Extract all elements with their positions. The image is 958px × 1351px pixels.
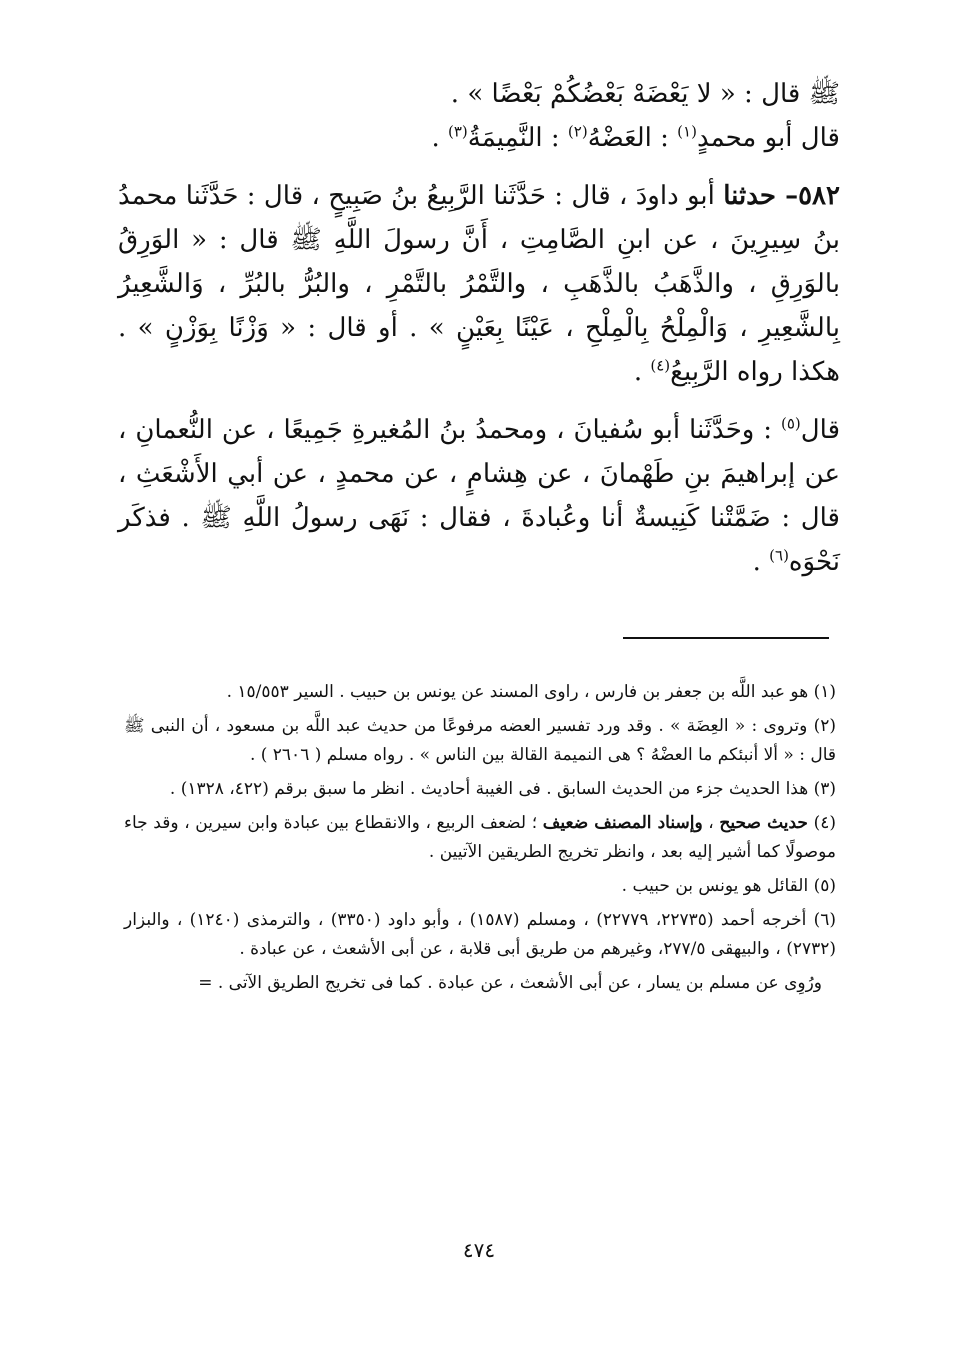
narration-part-3: .	[752, 547, 770, 577]
footnote-4	[124, 809, 836, 867]
footnote-4-rest: ؛ لضعف الربيع ، والانقطاع بين عبادة وابن سيرين ، وقد جاء موصولًا كما أشير إليه بعد ، وانظر تخريج الطريقين الآتيين .	[124, 813, 836, 862]
footnote-ref-4: (٤)	[650, 356, 671, 375]
footnote-divider	[623, 637, 829, 639]
line-1: ﷺ قال : « لا يَعْضَهْ بَعْضُكُمْ بَعْضًا » .	[450, 79, 840, 109]
footnote-2: (٢) وتروى : « العِضَة » . وقد ورد تفسير العضه مرفوعًا من حديث عبد اللَّه بن مسعود ، أن النبى ﷺ قال : « ألا أنبئكم ما العضْهُ ؟ هى النميمة القالة بين الناس » . رواه مسلم ( ٢٦٠٦ ) .	[124, 716, 836, 765]
footnote-ref-3: (٣)	[447, 122, 468, 141]
hadith-text-1: أبو داودَ ، قال : حَدَّثَنا الرَّبِيعُ بنُ صَبِيحٍ ، قال : حَدَّثَنا محمدُ بنُ سِيرِينَ ، عن ابنِ الصَّامِتِ ، أَنَّ رسولَ اللَّهِ ﷺ قال : « الوَرِقُ بالوَرِقِ ، والذَّهَبُ بالذَّهَبِ ، والتَّمْرُ بالتَّمْرِ ، والبُرُّ بالبُرِّ ، وَالشَّعِيرُ بِالشَّعِيرِ ، وَالْمِلْحُ بِالْمِلْحِ ، عَيْنًا بِعَيْنٍ » . أو قال : « وَزْنًا بِوَزْنٍ » . هكذا رواه الرَّبِيعُ	[118, 181, 841, 387]
line-2-part-3: : النَّمِيمَةُ	[467, 123, 568, 153]
line-2-part-1: قال أبو محمدٍ	[696, 123, 840, 153]
footnote-4-prefix: (٤)	[807, 813, 836, 833]
footnote-5: (٥) القائل هو يونس بن حبيب .	[621, 876, 836, 896]
footnote-ref-5: (٥)	[780, 414, 801, 433]
page-number: ٤٧٤	[462, 1238, 496, 1262]
footnote-4-sep: ،	[702, 813, 720, 833]
narration-part-1: قال	[800, 415, 840, 445]
footnote-3: (٣) هذا الحديث جزء من الحديث السابق . فى الغيبة أحاديث . انظر ما سبق برقم (٤٢٢، ١٣٢٨) .	[169, 779, 836, 799]
line-2	[118, 116, 840, 160]
line-2-part-4: .	[431, 123, 448, 153]
main-text	[118, 72, 840, 584]
hadith-text-2: .	[633, 357, 651, 387]
footnote-ref-1: (١)	[677, 122, 697, 141]
footnote-ref-6: (٦)	[769, 546, 789, 565]
footnotes	[124, 678, 836, 1003]
line-2-part-2: : العَضْهُ	[587, 123, 678, 153]
footnote-4-grade: حديث صحيح	[719, 813, 808, 833]
hadith-paragraph	[118, 174, 840, 394]
footnote-continuation: ورُوِى عن مسلم بن يسار ، عن أبى الأشعث ، عن عبادة . كما فى تخريج الطريق الآتى . =	[198, 973, 822, 993]
hadith-number: ٥٨٢– حدثنا	[723, 181, 840, 211]
footnote-4-chain-grade: وإسناد المصنف ضعيف	[542, 813, 703, 833]
narration-part-2: : وحَدَّثَنا أبو سُفيانَ ، ومحمدُ بنُ المُغيرةِ جَمِيعًا ، عن النُّعمانِ ، عن إبراهيمَ بنِ طَهْمانَ ، عن هِشامٍ ، عن محمدٍ ، عن أبي الأَشْعَثِ ، قال : ضَمَّتْنا كَنِيسةٌ أنا وعُبادةَ ، فقال : نَهَى رسولُ اللَّهِ ﷺ . فذكَر نَحْوَه	[118, 415, 840, 577]
footnote-1: (١) هو عبد اللَّه بن جعفر بن فارس ، راوى المسند عن يونس بن حبيب . السير ١٥/٥٥٣ .	[226, 682, 836, 702]
narration-paragraph	[118, 408, 840, 584]
footnote-ref-2: (٢)	[567, 122, 588, 141]
footnote-6: (٦) أخرجه أحمد (٢٢٧٣٥، ٢٢٧٧٩) ، ومسلم (١٥٨٧) ، وأبو داود (٣٣٥٠) ، والترمذى (١٢٤٠) ، والبزار (٢٧٣٢) ، والبيهقى ٢٧٧/٥، وغيرهم من طريق أبى قلابة ، عن أبى الأشعث ، عن عبادة .	[124, 910, 837, 959]
